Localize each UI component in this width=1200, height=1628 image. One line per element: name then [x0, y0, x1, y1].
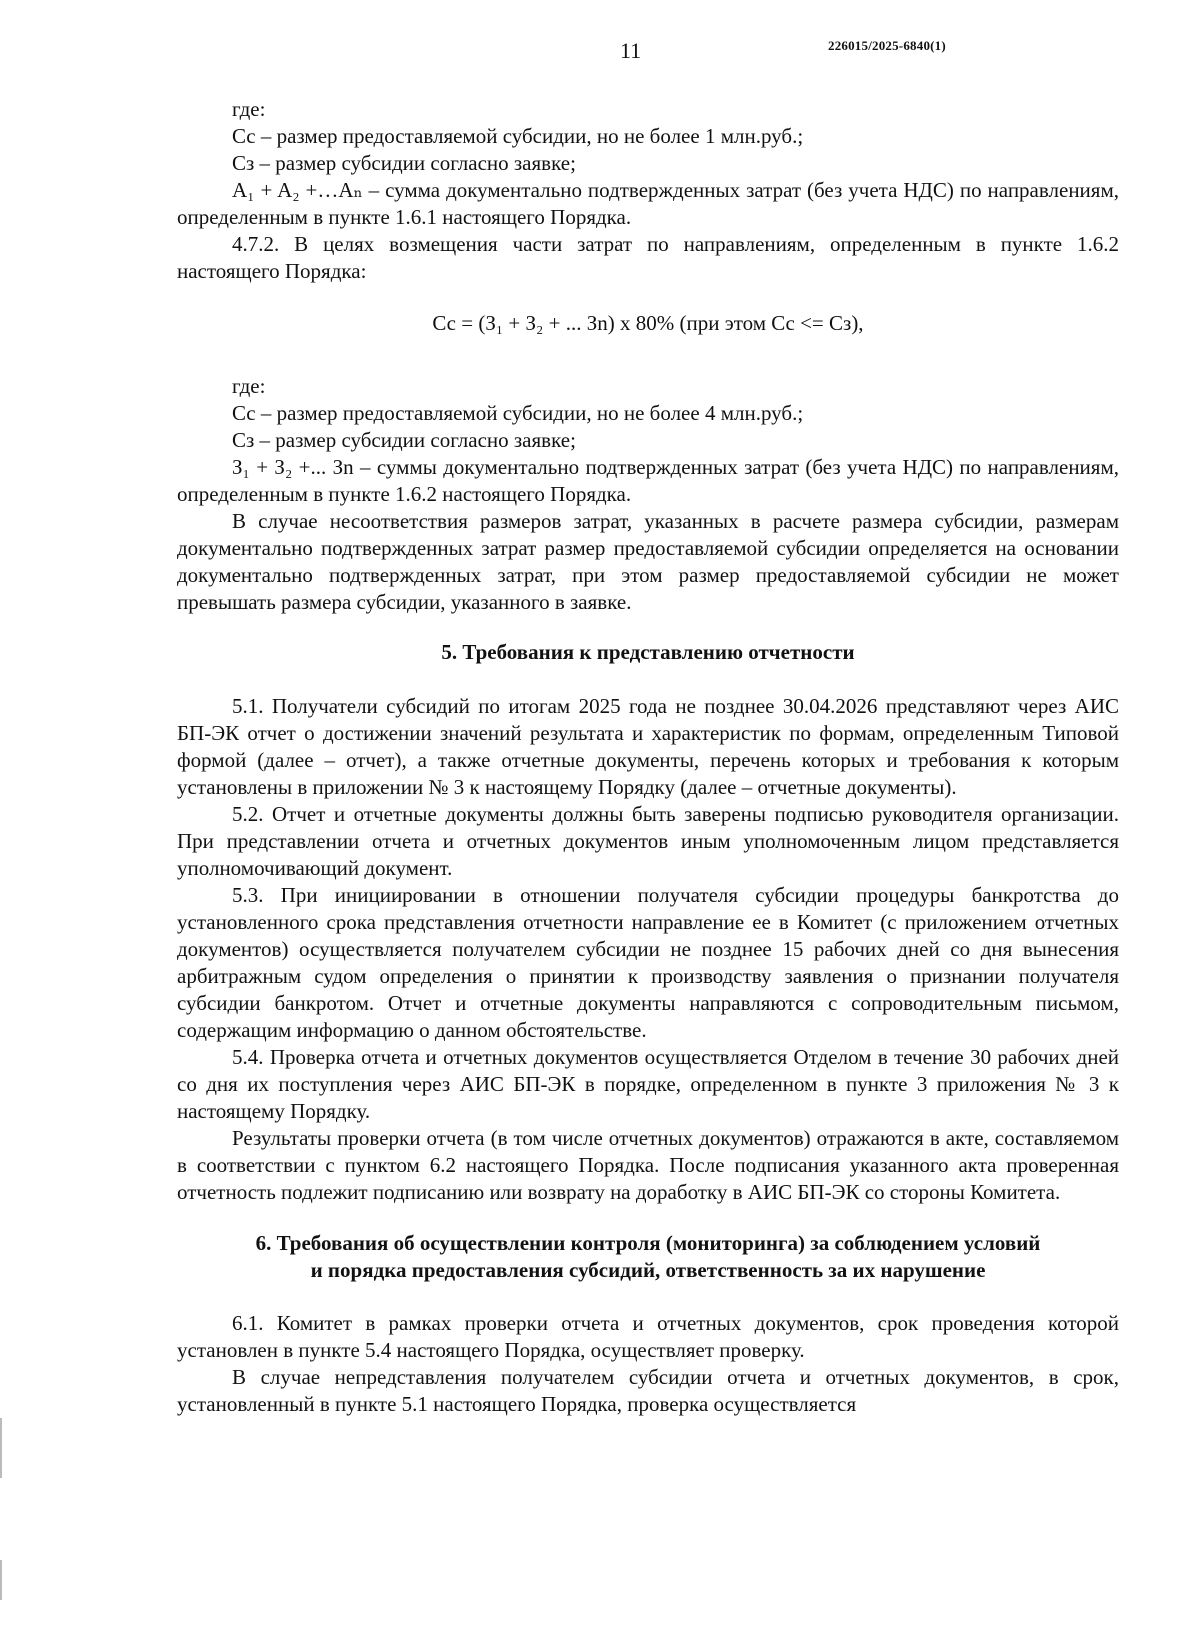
paragraph-4-7-2: 4.7.2. В целях возмещения части затрат по направлениям, определенным в пункте 1.6.2 настоящего Порядка: [177, 232, 1119, 283]
document-body [177, 96, 1119, 1418]
section-6-heading-line-2: и порядка предоставления субсидий, ответственность за их нарушение [310, 1258, 986, 1282]
paragraph-where-2: где: [232, 374, 266, 398]
paragraph-cc-definition: Сс – размер предоставляемой субсидии, но не более 1 млн.руб.; [232, 124, 804, 148]
section-6-heading-line-1: 6. Требования об осуществлении контроля (мониторинга) за соблюдением условий [255, 1231, 1041, 1255]
paragraph-5-4-results: Результаты проверки отчета (в том числе отчетных документов) отражаются в акте, составляемом в соответствии с пунктом 6.2 настоящего Порядка. После подписания указанного акта проверенная отчетность подлежит подписанию или возврату на доработку в АИС БП-ЭК со стороны Комитета. [177, 1126, 1119, 1204]
paragraph-cc-definition-2: Сс – размер предоставляемой субсидии, но не более 4 млн.руб.; [232, 401, 804, 425]
paragraph-5-4: 5.4. Проверка отчета и отчетных документов осуществляется Отделом в течение 30 рабочих дней со дня их поступления через АИС БП-ЭК в порядке, определенном в пункте 3 приложения № 3 к настоящему Порядку. [177, 1045, 1119, 1123]
scan-margin-mark [0, 1560, 2, 1600]
page-number: 11 [620, 38, 642, 63]
formula-subsidy: Сс = (З₁ + З₂ + ... Зn) х 80% (при этом Сс <= Сз), [432, 311, 864, 335]
paragraph-5-3: 5.3. При инициировании в отношении получателя субсидии процедуры банкротства до установленного срока представления отчетности направление ее в Комитет (с приложением отчетных документов) осуществляется получателем субсидии не позднее 15 рабочих дней со дня вынесения арбитражным судом определения о принятии к производству заявления о признании получателя субсидии банкротом. Отчет и отчетные документы направляются с сопроводительным письмом, содержащим информацию о данном обстоятельстве. [177, 883, 1119, 1042]
paragraph-a-sum-definition: A₁ + A₂ +…Aₙ – сумма документально подтвержденных затрат (без учета НДС) по направлениям, определенным в пункте 1.6.1 настоящего Порядка. [177, 178, 1119, 229]
document-reference-number: 226015/2025-6840(1) [828, 38, 946, 53]
paragraph-z-sum-definition: З₁ + З₂ +... Зn – суммы документально подтвержденных затрат (без учета НДС) по направлениям, определенным в пункте 1.6.2 настоящего Порядка. [177, 455, 1119, 506]
paragraph-5-2: 5.2. Отчет и отчетные документы должны быть заверены подписью руководителя организации. При представлении отчета и отчетных документов иным уполномоченным лицом представляется уполномочивающий документ. [177, 802, 1119, 880]
scan-margin-mark [0, 1418, 2, 1478]
paragraph-where: где: [232, 97, 266, 121]
paragraph-cz-definition-2: Сз – размер субсидии согласно заявке; [232, 428, 576, 452]
section-6-heading [177, 1230, 1119, 1284]
paragraph-5-1: 5.1. Получатели субсидий по итогам 2025 года не позднее 30.04.2026 представляют через АИС БП-ЭК отчет о достижении значений результата и характеристик по формам, определенным Типовой формой (далее – отчет), а также отчетные документы, перечень которых и требования к которым установлены в приложении № 3 к настоящему Порядку (далее – отчетные документы). [177, 694, 1119, 799]
paragraph-cz-definition: Сз – размер субсидии согласно заявке; [232, 151, 576, 175]
paragraph-mismatch: В случае несоответствия размеров затрат, указанных в расчете размера субсидии, размерам документально подтвержденных затрат размер предоставляемой субсидии определяется на основании документально подтвержденных затрат, при этом размер предоставляемой субсидии не может превышать размера субсидии, указанного в заявке. [177, 509, 1119, 614]
paragraph-6-1: 6.1. Комитет в рамках проверки отчета и отчетных документов, срок проведения которой установлен в пункте 5.4 настоящего Порядка, осуществляет проверку. [177, 1311, 1119, 1362]
section-5-heading: 5. Требования к представлению отчетности [441, 640, 855, 664]
paragraph-6-1-nonsubmission: В случае непредставления получателем субсидии отчета и отчетных документов, в срок, установленный в пункте 5.1 настоящего Порядка, проверка осуществляется [177, 1365, 1119, 1416]
